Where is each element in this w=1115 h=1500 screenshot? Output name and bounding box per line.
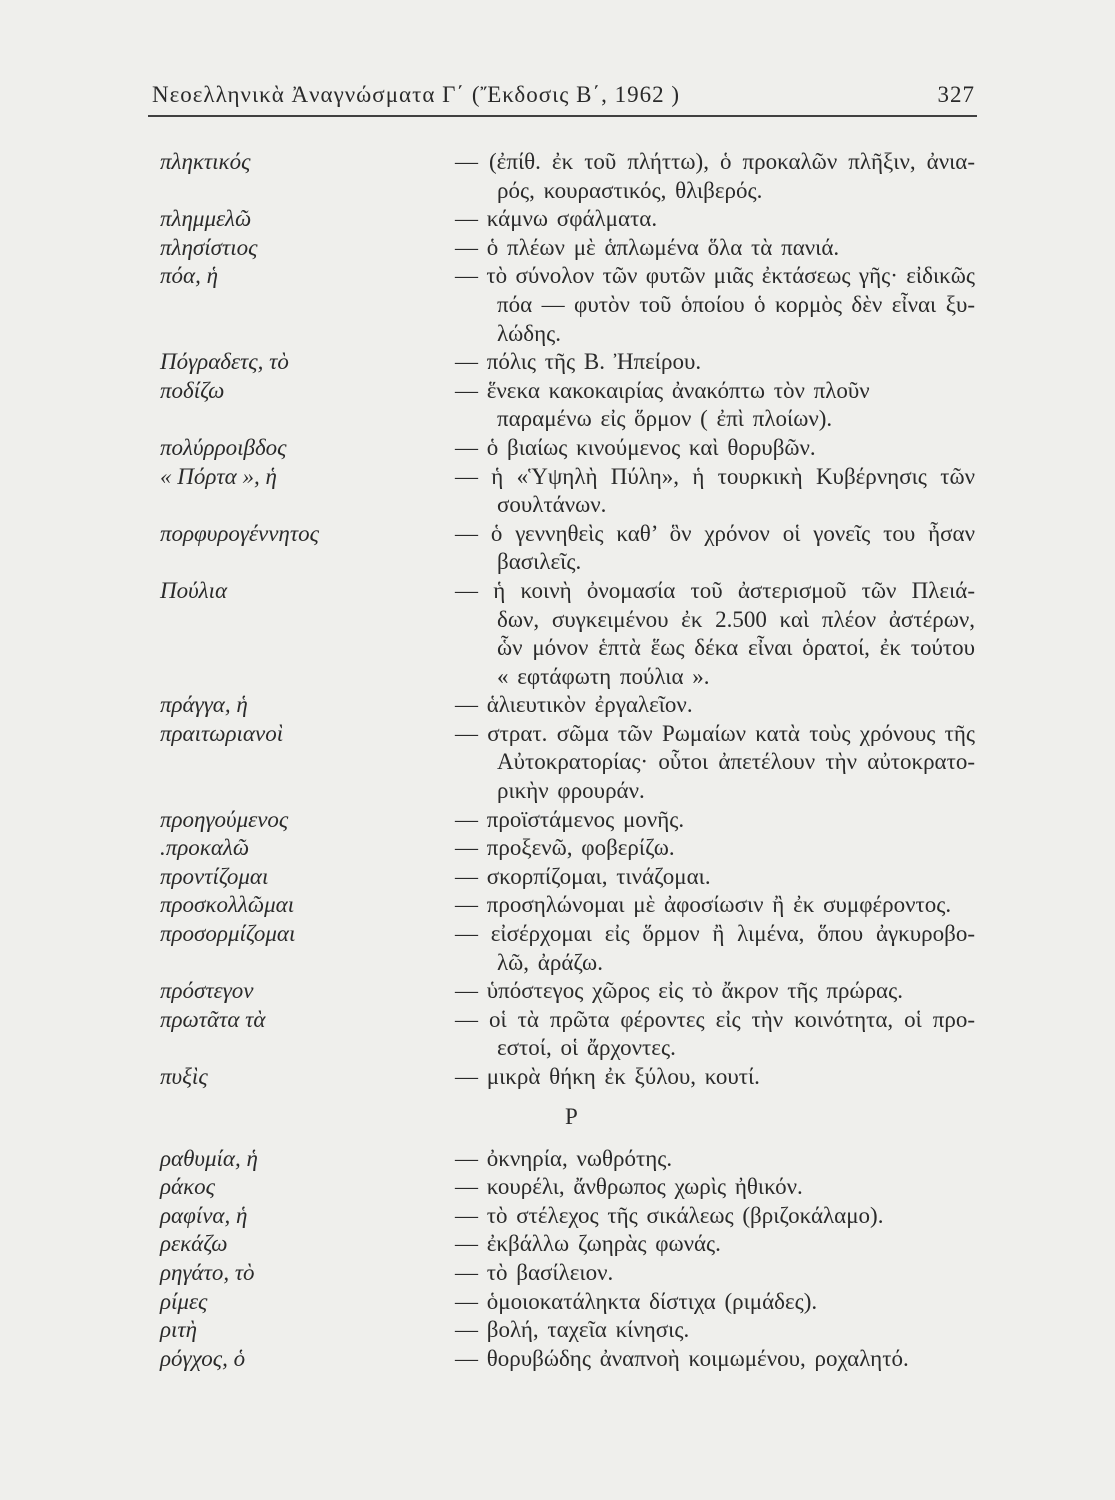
- glossary-definition: [455, 691, 975, 720]
- definition-line: [455, 1202, 975, 1231]
- glossary-definition: [455, 1316, 975, 1345]
- glossary-definition: [455, 234, 975, 263]
- glossary-entry: [0, 377, 1115, 434]
- definition-line: [455, 491, 975, 520]
- glossary-term: .προκαλῶ: [160, 835, 250, 861]
- glossary-entry: [0, 691, 1115, 720]
- glossary-definition: [455, 834, 975, 863]
- glossary-entry: [0, 806, 1115, 835]
- definition-line-text: — μικρὰ θήκη ἐκ ξύλου, κουτί.: [455, 1064, 760, 1089]
- header-rule: [148, 115, 977, 117]
- glossary-term: Πούλια: [160, 577, 228, 603]
- definition-line: [455, 949, 975, 978]
- glossary-entry: [0, 834, 1115, 863]
- definition-line: [455, 834, 975, 863]
- glossary-term: ποδίζω: [160, 377, 225, 403]
- definition-line-text: — ὑπόστεγος χῶρος εἰς τὸ ἄκρον τῆς πρώρας.: [455, 978, 903, 1004]
- glossary-term: πυξὶς: [160, 1064, 208, 1089]
- glossary-definition: [455, 1006, 975, 1063]
- definition-line: [455, 720, 975, 749]
- running-title: Νεοελληνικὰ Ἀναγνώσματα Γ΄ (Ἔκδοσις Β΄, 1962 ): [152, 82, 681, 107]
- glossary-term: προηγούμενος: [160, 806, 289, 832]
- definition-line-text: — προξενῶ, φοβερίζω.: [455, 835, 675, 861]
- glossary-section: [0, 1092, 1115, 1374]
- glossary-entry: [0, 920, 1115, 977]
- section-letter: Ρ: [565, 1103, 578, 1129]
- glossary-entry: [0, 1288, 1115, 1317]
- definition-line: [455, 748, 975, 777]
- definition-line: [455, 977, 975, 1006]
- glossary-definition: [455, 977, 975, 1006]
- definition-line: [455, 205, 975, 234]
- glossary-definition: [455, 863, 975, 892]
- definition-line-text: — πόλις τῆς Β. Ἠπείρου.: [455, 349, 702, 375]
- definition-line: [455, 777, 975, 806]
- glossary-entry: [0, 1230, 1115, 1259]
- definition-line: [455, 691, 975, 720]
- definition-line-text: λῶ, ἀράζω.: [497, 949, 603, 975]
- glossary-term: « Πόρτα », ἡ: [160, 463, 277, 489]
- definition-line: [455, 1288, 975, 1317]
- definition-line-text: δων, συγκειμένου ἐκ 2.500 καὶ πλέον ἀστέρων,: [497, 606, 975, 632]
- definition-line: [455, 1259, 975, 1288]
- definition-line-text: πόα — φυτὸν τοῦ ὁποίου ὁ κορμὸς δὲν εἶναι ξυ-: [497, 291, 975, 317]
- glossary-definition: [455, 1288, 975, 1317]
- definition-line: [455, 577, 975, 606]
- glossary-entry: [0, 1259, 1115, 1288]
- definition-line-text: — κάμνω σφάλματα.: [455, 206, 658, 232]
- definition-line-text: ρικὴν φρουράν.: [497, 778, 645, 804]
- definition-line: [455, 348, 975, 377]
- definition-line: [455, 1034, 975, 1063]
- page-header: [152, 80, 975, 110]
- definition-line: [455, 634, 975, 663]
- glossary-term: πρόστεγον: [160, 978, 254, 1004]
- glossary-entry: [0, 1173, 1115, 1202]
- glossary-definition: [455, 1202, 975, 1231]
- definition-line-text: — εἰσέρχομαι εἰς ὅρμον ἢ λιμένα, ὅπου ἀγκυροβο-: [455, 921, 975, 947]
- glossary-entry: [0, 148, 1115, 205]
- glossary-term: ραθυμία, ἡ: [160, 1145, 258, 1171]
- definition-line-text: — θορυβώδης ἀναπνοὴ κοιμωμένου, ροχαλητό.: [455, 1345, 909, 1371]
- page-number: 327: [937, 82, 975, 107]
- definition-line-text: — ἡ κοινὴ ὀνομασία τοῦ ἀστερισμοῦ τῶν Πλειά-: [455, 577, 975, 603]
- definition-line: [455, 1173, 975, 1202]
- glossary-definition: [455, 348, 975, 377]
- definition-line-text: — κουρέλι, ἄνθρωπος χωρὶς ἠθικόν.: [455, 1174, 803, 1200]
- definition-line-text: παραμένω εἰς ὅρμον ( ἐπὶ πλοίων).: [497, 406, 833, 432]
- glossary-entry: [0, 863, 1115, 892]
- glossary-term: ριτὴ: [160, 1317, 198, 1343]
- definition-line-text: Αὐτοκρατορίας· οὗτοι ἀπετέλουν τὴν αὐτοκρατο-: [497, 749, 975, 775]
- definition-line-text: — προσηλώνομαι μὲ ἀφοσίωσιν ἢ ἐκ συμφέροντος.: [455, 892, 952, 918]
- glossary-entry: [0, 1316, 1115, 1345]
- glossary-entry: [0, 577, 1115, 691]
- definition-line: [455, 520, 975, 549]
- definition-line: [455, 920, 975, 949]
- definition-line: [455, 434, 975, 463]
- glossary-term: προσκολλῶμαι: [160, 892, 295, 918]
- glossary-definition: [455, 1173, 975, 1202]
- glossary-term: ρηγάτο, τὸ: [160, 1259, 255, 1285]
- glossary-entry: [0, 1006, 1115, 1063]
- definition-line-text: λώδης.: [497, 320, 562, 346]
- definition-line-text: — οἱ τὰ πρῶτα φέροντες εἰς τὴν κοινότητα, οἱ προ-: [455, 1006, 975, 1032]
- definition-line-text: — ἡ «Ὑψηλὴ Πύλη», ἡ τουρκικὴ Κυβέρνησις τῶν: [455, 463, 975, 489]
- glossary-definition: [455, 377, 975, 434]
- definition-line: [455, 606, 975, 635]
- glossary-term: πράγγα, ἡ: [160, 692, 248, 718]
- definition-line: [455, 548, 975, 577]
- glossary-term: ράκος: [160, 1174, 215, 1200]
- glossary-term: Πόγραδετς, τὸ: [160, 349, 289, 375]
- glossary-term: ραφίνα, ἡ: [160, 1202, 248, 1228]
- glossary-definition: [455, 1063, 975, 1092]
- definition-line-text: — ὁμοιοκατάληκτα δίστιχα (ριμάδες).: [455, 1288, 818, 1314]
- glossary-definition: [455, 148, 975, 205]
- glossary-term: πλημμελῶ: [160, 206, 252, 232]
- glossary-entry: [0, 520, 1115, 577]
- definition-line: [455, 1345, 975, 1374]
- definition-line-text: — βολή, ταχεῖα κίνησις.: [455, 1317, 690, 1343]
- definition-line-text: — τὸ βασίλειον.: [455, 1259, 614, 1285]
- glossary-term: πόα, ἡ: [160, 263, 219, 289]
- glossary-term: προσορμίζομαι: [160, 921, 296, 947]
- glossary-entry: [0, 1202, 1115, 1231]
- glossary-definition: [455, 434, 975, 463]
- definition-line-text: ὧν μόνον ἑπτὰ ἕως δέκα εἶναι ὁρατοί, ἐκ τούτου: [497, 635, 975, 661]
- glossary-entry: [0, 977, 1115, 1006]
- glossary-term: ρίμες: [160, 1288, 208, 1314]
- glossary-definition: [455, 520, 975, 577]
- definition-line-text: — τὸ στέλεχος τῆς σικάλεως (βριζοκάλαμο).: [455, 1202, 884, 1228]
- glossary-term: ρόγχος, ὁ: [160, 1345, 246, 1371]
- definition-line: [455, 1316, 975, 1345]
- glossary-definition: [455, 806, 975, 835]
- glossary-definition: [455, 1230, 975, 1259]
- definition-line: [455, 891, 975, 920]
- glossary-term: πορφυρογέννητος: [160, 520, 319, 546]
- glossary-term: πραιτωριανοὶ: [160, 720, 284, 746]
- glossary-entry: [0, 234, 1115, 263]
- definition-line: [455, 148, 975, 177]
- glossary-term: πρωτᾶτα τὰ: [160, 1006, 266, 1032]
- definition-line-text: — (ἐπίθ. ἐκ τοῦ πλήττω), ὁ προκαλῶν πλῆξιν, ἀνια-: [455, 149, 975, 174]
- glossary-definition: [455, 891, 975, 920]
- glossary-definition: [455, 1345, 975, 1374]
- definition-line-text: — ἁλιευτικὸν ἐργαλεῖον.: [455, 692, 693, 718]
- glossary-definition: [455, 262, 975, 348]
- definition-line: [455, 863, 975, 892]
- definition-line: [455, 1230, 975, 1259]
- definition-line: [455, 1145, 975, 1174]
- definition-line: [455, 320, 975, 349]
- glossary-entry: [0, 1063, 1115, 1092]
- glossary-term: πλησίστιος: [160, 234, 258, 260]
- definition-line: [455, 1006, 975, 1035]
- glossary-definition: [455, 463, 975, 520]
- glossary-entry: [0, 434, 1115, 463]
- definition-line: [455, 234, 975, 263]
- glossary-definition: [455, 1259, 975, 1288]
- definition-line: [455, 1063, 975, 1092]
- glossary-entry: [0, 348, 1115, 377]
- definition-line-text: — σκορπίζομαι, τινάζομαι.: [455, 863, 711, 889]
- glossary-definition: [455, 577, 975, 691]
- definition-line-text: — ἐκβάλλω ζωηρὰς φωνάς.: [455, 1231, 721, 1257]
- definition-line-text: — ἕνεκα κακοκαιρίας ἀνακόπτω τὸν πλοῦν: [455, 377, 870, 403]
- glossary-entry: [0, 720, 1115, 806]
- definition-line: [455, 405, 975, 434]
- definition-line-text: εστοί, οἱ ἄρχοντες.: [497, 1035, 676, 1061]
- definition-line: [455, 291, 975, 320]
- glossary-section: [0, 148, 1115, 1092]
- definition-line: [455, 663, 975, 692]
- glossary-entry: [0, 891, 1115, 920]
- definition-line-text: — τὸ σύνολον τῶν φυτῶν μιᾶς ἐκτάσεως γῆς· εἰδικῶς: [455, 263, 975, 289]
- glossary-term: προντίζομαι: [160, 863, 269, 889]
- glossary-definition: [455, 205, 975, 234]
- definition-line: [455, 806, 975, 835]
- definition-line: [455, 377, 975, 406]
- glossary-entry: [0, 205, 1115, 234]
- glossary-list: [0, 148, 1115, 1373]
- glossary-term: πληκτικός: [160, 149, 251, 174]
- definition-line: [455, 177, 975, 206]
- definition-line-text: — προϊστάμενος μονῆς.: [455, 806, 685, 832]
- glossary-definition: [455, 920, 975, 977]
- definition-line-text: — ὀκνηρία, νωθρότης.: [455, 1145, 673, 1171]
- definition-line-text: — στρατ. σῶμα τῶν Ρωμαίων κατὰ τοὺς χρόνους τῆς: [455, 720, 975, 746]
- glossary-entry: [0, 262, 1115, 348]
- glossary-term: πολύρροιβδος: [160, 434, 287, 460]
- glossary-definition: [455, 720, 975, 806]
- glossary-term: ρεκάζω: [160, 1231, 228, 1257]
- definition-line-text: βασιλεῖς.: [497, 549, 582, 575]
- glossary-definition: [455, 1145, 975, 1174]
- definition-line-text: — ὁ γεννηθεὶς καθ’ ὃν χρόνον οἱ γονεῖς του ἦσαν: [455, 520, 975, 546]
- definition-line-text: « εφτάφωτη πούλια ».: [497, 663, 710, 689]
- definition-line: [455, 463, 975, 492]
- glossary-entry: [0, 463, 1115, 520]
- glossary-entry: [0, 1345, 1115, 1374]
- definition-line-text: — ὁ βιαίως κινούμενος καὶ θορυβῶν.: [455, 434, 816, 460]
- definition-line-text: ρός, κουραστικός, θλιβερός.: [497, 177, 763, 203]
- definition-line: [455, 262, 975, 291]
- glossary-entry: [0, 1145, 1115, 1174]
- definition-line-text: — ὁ πλέων μὲ ἁπλωμένα ὅλα τὰ πανιά.: [455, 234, 840, 260]
- definition-line-text: σουλτάνων.: [497, 492, 607, 518]
